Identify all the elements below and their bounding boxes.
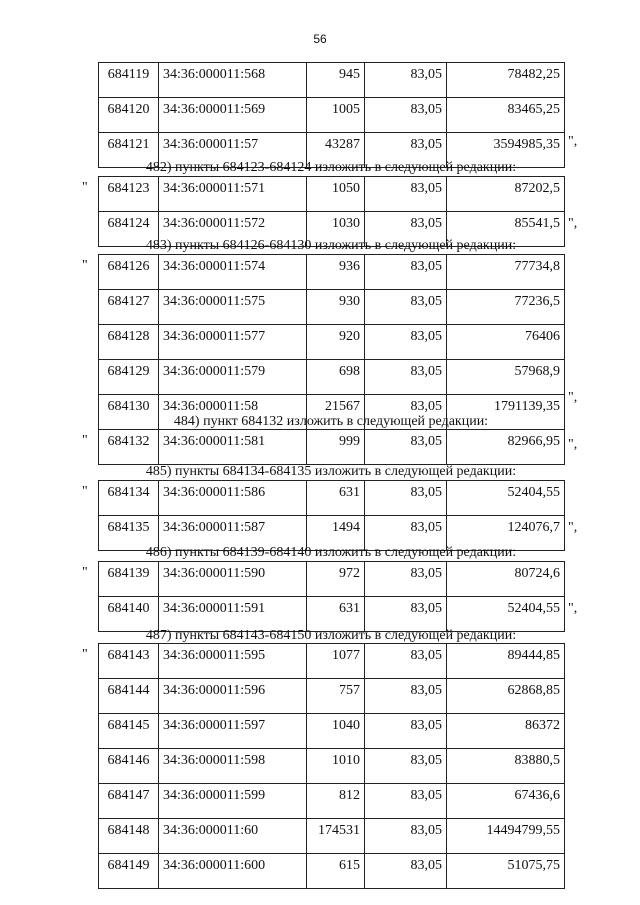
value-cell: 14494799,55 bbox=[447, 819, 565, 854]
rate-cell: 83,05 bbox=[365, 255, 447, 290]
rate-cell: 83,05 bbox=[365, 63, 447, 98]
opening-quote: " bbox=[82, 565, 88, 580]
point-number-cell: 684148 bbox=[99, 819, 159, 854]
area-cell: 930 bbox=[307, 290, 365, 325]
rate-cell: 83,05 bbox=[365, 177, 447, 212]
rate-cell: 83,05 bbox=[365, 325, 447, 360]
value-cell: 62868,85 bbox=[447, 679, 565, 714]
section-heading: 483) пункты 684126-684130 изложить в следующей редакции: bbox=[145, 238, 517, 253]
table-row bbox=[99, 290, 565, 325]
rate-cell: 83,05 bbox=[365, 854, 447, 889]
opening-quote: " bbox=[82, 180, 88, 195]
points-table bbox=[98, 643, 565, 889]
opening-quote: " bbox=[82, 433, 88, 448]
area-cell: 936 bbox=[307, 255, 365, 290]
area-cell: 43287 bbox=[307, 133, 365, 168]
rate-cell: 83,05 bbox=[365, 430, 447, 465]
point-number-cell: 684129 bbox=[99, 360, 159, 395]
value-cell: 80724,6 bbox=[447, 562, 565, 597]
rate-cell: 83,05 bbox=[365, 562, 447, 597]
point-number-cell: 684124 bbox=[99, 212, 159, 247]
table-row bbox=[99, 98, 565, 133]
point-number-cell: 684132 bbox=[99, 430, 159, 465]
point-number-cell: 684123 bbox=[99, 177, 159, 212]
rate-cell: 83,05 bbox=[365, 679, 447, 714]
value-cell: 78482,25 bbox=[447, 63, 565, 98]
opening-quote: " bbox=[82, 484, 88, 499]
point-number-cell: 684147 bbox=[99, 784, 159, 819]
rate-cell: 83,05 bbox=[365, 644, 447, 679]
area-cell: 812 bbox=[307, 784, 365, 819]
points-table bbox=[98, 480, 565, 551]
table-row bbox=[99, 360, 565, 395]
rate-cell: 83,05 bbox=[365, 360, 447, 395]
area-cell: 1010 bbox=[307, 749, 365, 784]
cadastral-number-cell: 34:36:000011:579 bbox=[159, 360, 307, 395]
points-table bbox=[98, 254, 565, 430]
rate-cell: 83,05 bbox=[365, 516, 447, 551]
value-cell: 77734,8 bbox=[447, 255, 565, 290]
cadastral-number-cell: 34:36:000011:568 bbox=[159, 63, 307, 98]
area-cell: 972 bbox=[307, 562, 365, 597]
area-cell: 1040 bbox=[307, 714, 365, 749]
table-row bbox=[99, 255, 565, 290]
table-row bbox=[99, 562, 565, 597]
points-table bbox=[98, 176, 565, 247]
cadastral-number-cell: 34:36:000011:569 bbox=[159, 98, 307, 133]
closing-quote: ", bbox=[568, 216, 578, 231]
area-cell: 21567 bbox=[307, 395, 365, 430]
value-cell: 1791139,35 bbox=[447, 395, 565, 430]
area-cell: 631 bbox=[307, 481, 365, 516]
point-number-cell: 684130 bbox=[99, 395, 159, 430]
cadastral-number-cell: 34:36:000011:574 bbox=[159, 255, 307, 290]
point-number-cell: 684121 bbox=[99, 133, 159, 168]
cadastral-number-cell: 34:36:000011:581 bbox=[159, 430, 307, 465]
value-cell: 83465,25 bbox=[447, 98, 565, 133]
table-row bbox=[99, 644, 565, 679]
rate-cell: 83,05 bbox=[365, 481, 447, 516]
cadastral-number-cell: 34:36:000011:571 bbox=[159, 177, 307, 212]
section-heading: 482) пункты 684123-684124 изложить в следующей редакции: bbox=[145, 160, 517, 175]
point-number-cell: 684146 bbox=[99, 749, 159, 784]
cadastral-number-cell: 34:36:000011:600 bbox=[159, 854, 307, 889]
points-table bbox=[98, 62, 565, 168]
value-cell: 85541,5 bbox=[447, 212, 565, 247]
area-cell: 999 bbox=[307, 430, 365, 465]
rate-cell: 83,05 bbox=[365, 133, 447, 168]
rate-cell: 83,05 bbox=[365, 212, 447, 247]
point-number-cell: 684134 bbox=[99, 481, 159, 516]
value-cell: 51075,75 bbox=[447, 854, 565, 889]
point-number-cell: 684119 bbox=[99, 63, 159, 98]
section-heading: 484) пункт 684132 изложить в следующей редакции: bbox=[173, 414, 489, 429]
value-cell: 52404,55 bbox=[447, 481, 565, 516]
cadastral-number-cell: 34:36:000011:586 bbox=[159, 481, 307, 516]
cadastral-number-cell: 34:36:000011:60 bbox=[159, 819, 307, 854]
area-cell: 920 bbox=[307, 325, 365, 360]
rate-cell: 83,05 bbox=[365, 395, 447, 430]
point-number-cell: 684126 bbox=[99, 255, 159, 290]
point-number-cell: 684128 bbox=[99, 325, 159, 360]
rate-cell: 83,05 bbox=[365, 749, 447, 784]
value-cell: 3594985,35 bbox=[447, 133, 565, 168]
value-cell: 76406 bbox=[447, 325, 565, 360]
rate-cell: 83,05 bbox=[365, 290, 447, 325]
table-row bbox=[99, 679, 565, 714]
rate-cell: 83,05 bbox=[365, 597, 447, 632]
cadastral-number-cell: 34:36:000011:591 bbox=[159, 597, 307, 632]
closing-quote: ", bbox=[568, 601, 578, 616]
table-row bbox=[99, 784, 565, 819]
table-row bbox=[99, 597, 565, 632]
table-row bbox=[99, 325, 565, 360]
value-cell: 124076,7 bbox=[447, 516, 565, 551]
value-cell: 86372 bbox=[447, 714, 565, 749]
cadastral-number-cell: 34:36:000011:577 bbox=[159, 325, 307, 360]
area-cell: 1494 bbox=[307, 516, 365, 551]
rate-cell: 83,05 bbox=[365, 714, 447, 749]
cadastral-number-cell: 34:36:000011:57 bbox=[159, 133, 307, 168]
opening-quote: " bbox=[82, 647, 88, 662]
point-number-cell: 684127 bbox=[99, 290, 159, 325]
table-row bbox=[99, 819, 565, 854]
table-row bbox=[99, 430, 565, 465]
area-cell: 698 bbox=[307, 360, 365, 395]
cadastral-number-cell: 34:36:000011:599 bbox=[159, 784, 307, 819]
table-row bbox=[99, 177, 565, 212]
point-number-cell: 684135 bbox=[99, 516, 159, 551]
area-cell: 631 bbox=[307, 597, 365, 632]
area-cell: 1077 bbox=[307, 644, 365, 679]
cadastral-number-cell: 34:36:000011:590 bbox=[159, 562, 307, 597]
point-number-cell: 684149 bbox=[99, 854, 159, 889]
value-cell: 67436,6 bbox=[447, 784, 565, 819]
area-cell: 1005 bbox=[307, 98, 365, 133]
value-cell: 82966,95 bbox=[447, 430, 565, 465]
area-cell: 1030 bbox=[307, 212, 365, 247]
closing-quote: ", bbox=[568, 520, 578, 535]
page-number: 56 bbox=[313, 32, 327, 46]
area-cell: 615 bbox=[307, 854, 365, 889]
closing-quote: ", bbox=[568, 390, 578, 405]
value-cell: 89444,85 bbox=[447, 644, 565, 679]
closing-quote: ", bbox=[568, 134, 578, 149]
value-cell: 83880,5 bbox=[447, 749, 565, 784]
point-number-cell: 684120 bbox=[99, 98, 159, 133]
opening-quote: " bbox=[82, 258, 88, 273]
value-cell: 77236,5 bbox=[447, 290, 565, 325]
table-row bbox=[99, 63, 565, 98]
point-number-cell: 684139 bbox=[99, 562, 159, 597]
cadastral-number-cell: 34:36:000011:58 bbox=[159, 395, 307, 430]
section-heading: 486) пункты 684139-684140 изложить в следующей редакции: bbox=[145, 545, 517, 560]
value-cell: 52404,55 bbox=[447, 597, 565, 632]
cadastral-number-cell: 34:36:000011:587 bbox=[159, 516, 307, 551]
cadastral-number-cell: 34:36:000011:598 bbox=[159, 749, 307, 784]
points-table bbox=[98, 429, 565, 465]
area-cell: 174531 bbox=[307, 819, 365, 854]
value-cell: 87202,5 bbox=[447, 177, 565, 212]
area-cell: 1050 bbox=[307, 177, 365, 212]
rate-cell: 83,05 bbox=[365, 784, 447, 819]
point-number-cell: 684145 bbox=[99, 714, 159, 749]
cadastral-number-cell: 34:36:000011:572 bbox=[159, 212, 307, 247]
closing-quote: ", bbox=[568, 437, 578, 452]
value-cell: 57968,9 bbox=[447, 360, 565, 395]
cadastral-number-cell: 34:36:000011:595 bbox=[159, 644, 307, 679]
area-cell: 757 bbox=[307, 679, 365, 714]
point-number-cell: 684143 bbox=[99, 644, 159, 679]
section-heading: 485) пункты 684134-684135 изложить в следующей редакции: bbox=[145, 464, 517, 479]
table-row bbox=[99, 749, 565, 784]
table-row bbox=[99, 481, 565, 516]
points-table bbox=[98, 561, 565, 632]
table-row bbox=[99, 854, 565, 889]
point-number-cell: 684144 bbox=[99, 679, 159, 714]
rate-cell: 83,05 bbox=[365, 98, 447, 133]
cadastral-number-cell: 34:36:000011:596 bbox=[159, 679, 307, 714]
cadastral-number-cell: 34:36:000011:575 bbox=[159, 290, 307, 325]
point-number-cell: 684140 bbox=[99, 597, 159, 632]
area-cell: 945 bbox=[307, 63, 365, 98]
section-heading: 487) пункты 684143-684150 изложить в следующей редакции: bbox=[145, 628, 517, 643]
cadastral-number-cell: 34:36:000011:597 bbox=[159, 714, 307, 749]
rate-cell: 83,05 bbox=[365, 819, 447, 854]
table-row bbox=[99, 714, 565, 749]
